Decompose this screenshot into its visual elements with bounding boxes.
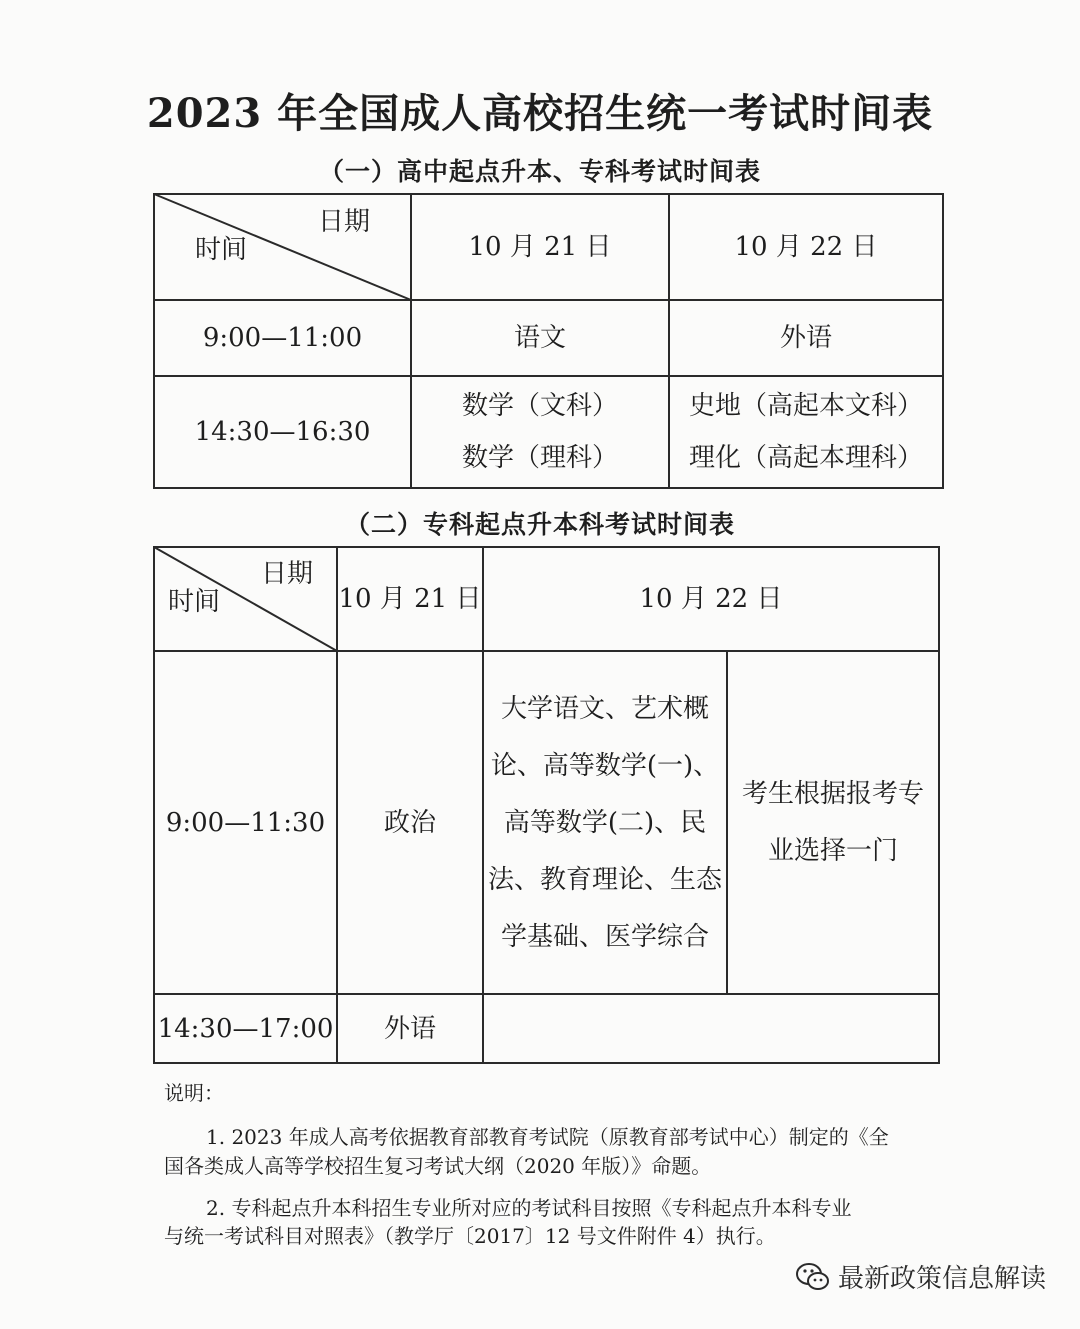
- subject-line: 数学（理科）: [461, 443, 618, 473]
- subject-line: 高等数学(二)、民: [503, 807, 707, 838]
- subject-line: 数学（文科）: [461, 391, 618, 421]
- subject-line: 论、高等数学(一)、: [490, 750, 720, 781]
- note-2-line-1: 2. 专科起点升本科招生专业所对应的考试科目按照《专科起点升本科专业: [206, 1196, 852, 1220]
- time-slot-morning: 9:00—11:30: [165, 807, 326, 838]
- subject-cell: 外语: [779, 323, 832, 353]
- time-slot-afternoon: 14:30—17:00: [157, 1013, 334, 1044]
- subject-cell: [412, 377, 668, 487]
- subject-line: 史地（高起本文科）: [688, 391, 923, 421]
- subject-cell: 政治: [383, 807, 436, 838]
- note-2-line-2: 与统一考试科目对照表》（教学厅〔2017〕12 号文件附件 4）执行。: [164, 1224, 776, 1248]
- page-title: 2023 年全国成人高校招生统一考试时间表: [146, 90, 934, 137]
- subject-list-cell: [484, 652, 726, 993]
- date-header-day2: 10 月 22 日: [639, 584, 783, 614]
- subject-cell: 语文: [513, 323, 566, 353]
- exam-table-1: [153, 193, 944, 489]
- subject-line: 学基础、医学综合: [500, 921, 709, 952]
- subject-cell: 外语: [383, 1013, 436, 1044]
- corner-time-label: 时间: [194, 235, 247, 265]
- subject-line: 法、教育理论、生态: [487, 864, 722, 895]
- note-1-line-2: 国各类成人高等学校招生复习考试大纲（2020 年版）》命题。: [164, 1154, 712, 1178]
- table1-caption: （一）高中起点升本、专科考试时间表: [318, 157, 761, 186]
- table2-caption: （二）专科起点升本科考试时间表: [344, 510, 735, 539]
- subject-line: 大学语文、艺术概: [500, 693, 709, 724]
- notes-label: 说明：: [164, 1081, 224, 1105]
- corner-date-label: 日期: [260, 559, 313, 589]
- corner-date-label: 日期: [317, 207, 370, 237]
- corner-time-label: 时间: [167, 587, 220, 617]
- choice-note-cell: [728, 652, 938, 993]
- watermark-text: 最新政策信息解读: [837, 1264, 1046, 1294]
- note-line: 考生根据报考专: [741, 779, 924, 809]
- subject-line: 理化（高起本理科）: [688, 443, 923, 473]
- subject-cell: [670, 377, 942, 487]
- date-header-day2: 10 月 22 日: [734, 232, 878, 262]
- date-header-day1: 10 月 21 日: [338, 584, 482, 614]
- time-slot-morning: 9:00—11:00: [202, 323, 363, 353]
- note-1-line-1: 1. 2023 年成人高考依据教育部教育考试院（原教育部考试中心）制定的《全: [206, 1125, 889, 1149]
- note-line: 业选择一门: [767, 836, 898, 866]
- empty-cell: [484, 995, 938, 1062]
- wechat-icon: [796, 1262, 830, 1292]
- exam-table-2: [153, 546, 940, 1064]
- time-slot-afternoon: 14:30—16:30: [194, 417, 371, 447]
- watermark: [796, 1258, 1046, 1295]
- date-header-day1: 10 月 21 日: [468, 232, 612, 262]
